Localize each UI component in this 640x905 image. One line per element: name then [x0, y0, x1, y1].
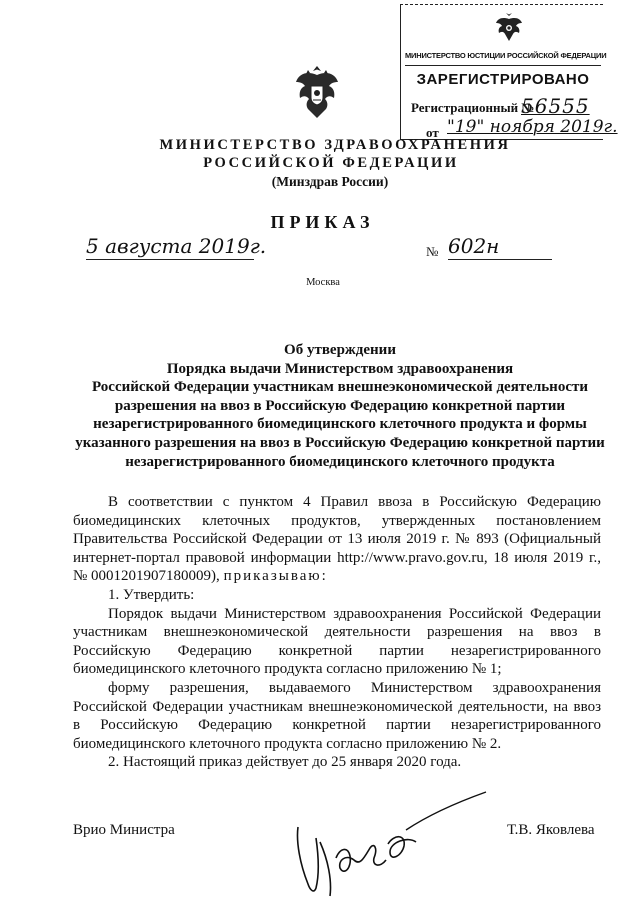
title-line: указанного разрешения на ввоз в Российскую Федерацию конкретной партии [75, 434, 605, 451]
russian-coat-of-arms-icon [294, 64, 340, 122]
order-date: 5 августа 2019г. [86, 234, 267, 258]
handwritten-signature [290, 772, 530, 900]
document-type: ПРИКАЗ [270, 212, 375, 232]
stamp-reg-number: 56555 [521, 94, 590, 118]
ministry-short-name: (Минздрав России) [271, 174, 389, 189]
stamp-reg-date: "19" ноября 2019г. [447, 117, 618, 137]
title-line: разрешения на ввоз в Российскую Федерацию конкретной партии [114, 397, 566, 414]
preamble-text: В соответствии с пунктом 4 Правил ввоза в Российскую Федерацию биомедицинских клеточных продуктов, утвержденных постановлением Правительства Российской Федерации от 13 июля 2019 г. № 893 (Официальный интернет-портал правовой информации http://www.pravo.gov.ru, 18 июля 2019 г., № 0001201907180009), [73, 494, 601, 585]
form-paragraph: форму разрешения, выдаваемого Министерством здравоохранения Российской Федерации участникам внешнеэкономической деятельности, на ввоз в Российскую Федерацию конкретной партии незарегистрированного биомедицинского клеточного продукта согласно приложению № 2. [73, 679, 601, 752]
eagle-emblem-icon [494, 11, 524, 45]
order-title [70, 341, 610, 471]
order-body [73, 493, 601, 772]
signatory-title: Врио Министра [73, 822, 175, 838]
preamble-paragraph [73, 493, 601, 586]
registration-stamp [400, 4, 618, 140]
order-word: приказываю: [223, 568, 328, 585]
stamp-from-label: от [426, 125, 439, 140]
title-line: незарегистрированного биомедицинского клеточного продукта [125, 453, 555, 470]
title-line: Российской Федерации участникам внешнеэкономической деятельности [92, 379, 588, 396]
title-line: Порядка выдачи Министерством здравоохранения [166, 360, 514, 377]
ministry-name-line2: РОССИЙСКОЙ ФЕДЕРАЦИИ [203, 155, 459, 171]
stamp-ministry-name: МИНИСТЕРСТВО ЮСТИЦИИ РОССИЙСКОЙ ФЕДЕРАЦИИ [405, 51, 607, 60]
ministry-name-line1: МИНИСТЕРСТВО ЗДРАВООХРАНЕНИЯ [159, 137, 511, 153]
stamp-reg-number-label: Регистрационный № [411, 100, 535, 115]
title-line: незарегистрированного биомедицинского клеточного продукта и формы [93, 416, 587, 433]
stamp-registered-label: ЗАРЕГИСТРИРОВАНО [416, 71, 590, 88]
stamp-divider [405, 65, 601, 66]
signatory-name: Т.В. Яковлева [507, 822, 595, 838]
procedure-paragraph: Порядок выдачи Министерством здравоохранения Российской Федерации участникам внешнеэкономической деятельности разрешения на ввоз в Российскую Федерацию конкретной партии незарегистрированного биомедицинского клеточного продукта согласно приложению № 1; [73, 605, 601, 678]
title-line: Об утверждении [284, 342, 396, 358]
order-number: 602н [448, 233, 552, 260]
city: Москва [306, 277, 340, 288]
item-2-paragraph: 2. Настоящий приказ действует до 25 января 2020 года. [108, 754, 462, 771]
number-sign: № [426, 244, 439, 259]
item-1-paragraph: 1. Утвердить: [108, 586, 195, 603]
